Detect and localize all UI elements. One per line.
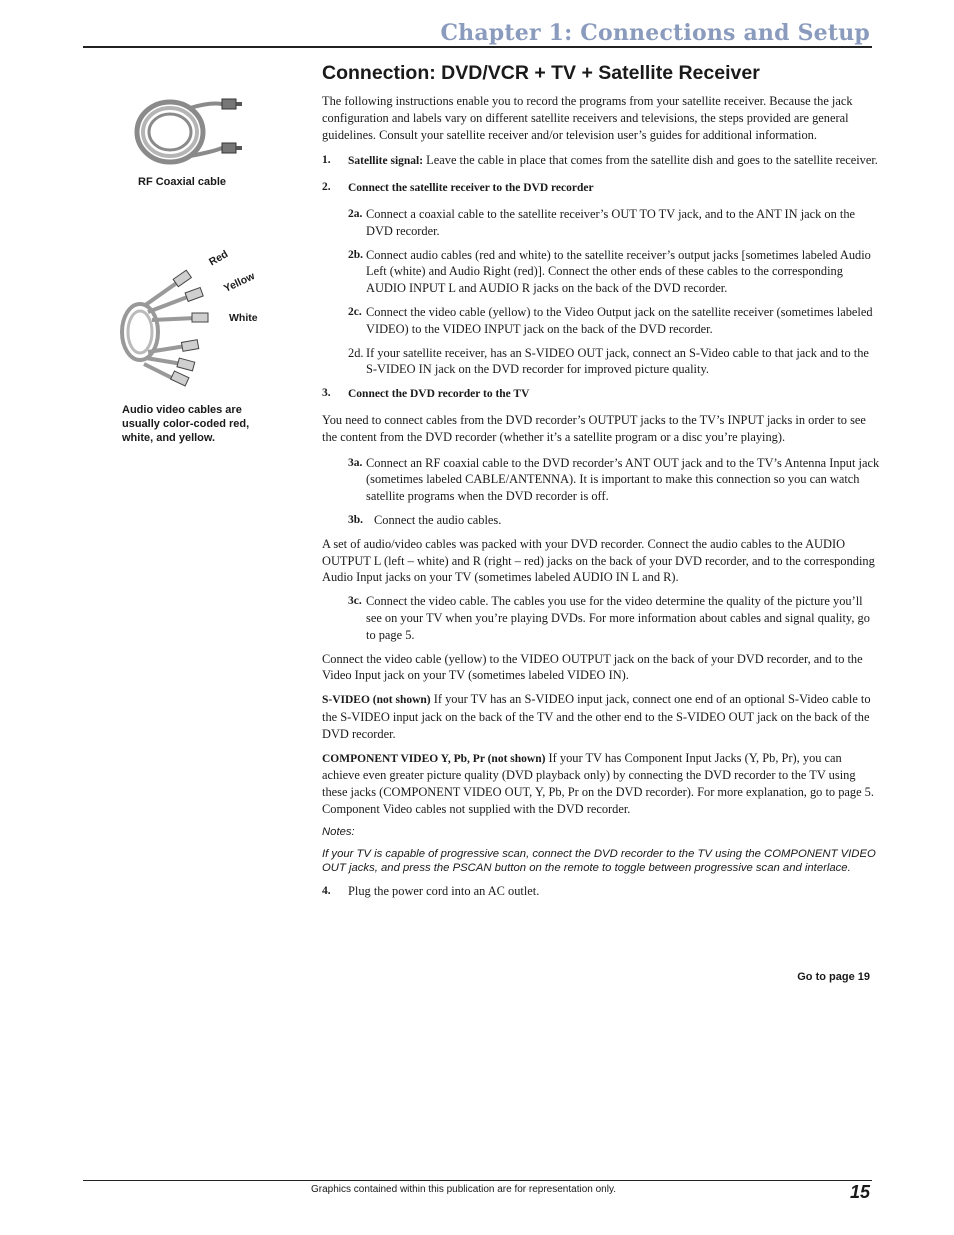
coax-cable-illustration [130, 96, 248, 168]
step-3b-detail: A set of audio/video cables was packed with your DVD recorder. Connect the audio cables to the AUDIO OUTPUT L (left – white) and R (right – red) jacks on the back of your DVD recorder, and to the corresponding Audio Input jacks on your TV (sometimes labeled AUDIO IN L and R). [322, 536, 875, 585]
step-3a [348, 455, 880, 505]
page-number: 15 [849, 1182, 870, 1202]
substep-number: 3c. [348, 595, 362, 608]
step-3 [322, 385, 880, 403]
substep-number: 3b. [348, 513, 364, 526]
substep-text: Connect audio cables (red and white) to the satellite receiver’s output jacks [sometimes labeled Audio Left (white) and Audio Right (red)]. Connect the other ends of these cables to the corresponding AUDIO INPUT L and AUDIO R jacks on the back of the DVD recorder. [366, 247, 871, 296]
step-text: Plug the power cord into an AC outlet. [348, 883, 540, 898]
intro-paragraph: The following instructions enable you to record the programs from your satellite receiver. Because the jack configuration and labels vary on different satellite receivers and televisions, the steps provided are general guidelines. Consult your satellite receiver and/or television user’s guides for additional information. [322, 94, 853, 142]
substep-number: 2d. [348, 345, 364, 360]
av-caption: Audio video cables are usually color-coded red, white, and yellow. [122, 404, 250, 444]
step-number: 2. [322, 181, 331, 194]
substep-text: Connect an RF coaxial cable to the DVD recorder’s ANT OUT jack and to the TV’s Antenna Input jack (sometimes labeled CABLE/ANTENNA). It is important to make this connection so you can watch satellite programs when the DVD recorder is off. [366, 455, 880, 504]
header-rule [83, 46, 872, 48]
step-2 [322, 179, 880, 197]
step-number: 3. [322, 387, 331, 400]
notes-text: If your TV is capable of progressive scan, connect the DVD recorder to the TV using the COMPONENT VIDEO OUT jacks, and press the PSCAN button on the remote to toggle between progressive scan and interlace. [322, 847, 876, 874]
svideo-label: S-VIDEO (not shown) [322, 694, 431, 707]
step-2b [348, 247, 880, 297]
substep-number: 3a. [348, 456, 363, 469]
step-3c-detail: Connect the video cable (yellow) to the VIDEO OUTPUT jack on the back of your DVD recorder, and to the Video Input jack on your TV (sometimes labeled VIDEO IN). [322, 651, 863, 683]
section-title: Connection: DVD/VCR + TV + Satellite Receiver [322, 62, 760, 84]
substep-text: Connect the video cable. The cables you use for the video determine the quality of the picture you’ll see on your TV when you’re playing DVDs. For more information about cables and signal quality, go to page 5. [366, 594, 870, 642]
substep-text: Connect the video cable (yellow) to the Video Output jack on the satellite receiver (sometimes labeled VIDEO) to the VIDEO INPUT jack on the back of the DVD recorder. [366, 304, 873, 336]
step-2c [348, 304, 880, 338]
red-cable-label: Red [207, 248, 231, 269]
step-heading: Connect the satellite receiver to the DVD recorder [348, 182, 594, 195]
footer-note: Graphics contained within this publication are for representation only. [311, 1184, 616, 1195]
component-label: COMPONENT VIDEO Y, Pb, Pr (not shown) [322, 752, 546, 765]
svideo-text: If your TV has an S-VIDEO input jack, connect one end of an optional S-Video cable to the S-VIDEO input jack on the back of the TV and the other end to the S-VIDEO OUT jack on the back of the DVD recorder. [322, 692, 871, 741]
footer-rule [83, 1180, 872, 1181]
step-number: 4. [322, 884, 331, 897]
notes-label: Notes: [322, 825, 355, 838]
step-heading: Connect the DVD recorder to the TV [348, 388, 530, 401]
substep-text: Connect the audio cables. [374, 512, 502, 527]
step-label: Satellite signal: [348, 155, 424, 168]
coax-caption: RF Coaxial cable [138, 176, 227, 188]
instructions-body [322, 93, 880, 908]
svideo-paragraph [322, 691, 880, 742]
step-3-intro: You need to connect cables from the DVD recorder’s OUTPUT jacks to the TV’s INPUT jacks in order to see the content from the DVD recorder (whether it’s a satellite program or a disc you’re playing). [322, 412, 866, 444]
chapter-title: Chapter 1: Connections and Setup [440, 20, 870, 46]
yellow-cable-label: Yellow [222, 270, 257, 295]
step-2d [348, 345, 880, 379]
av-cables-illustration [118, 268, 228, 390]
component-paragraph [322, 750, 880, 818]
step-text: Leave the cable in place that comes from the satellite dish and goes to the satellite receiver. [423, 153, 878, 168]
step-1 [322, 152, 880, 170]
substep-number: 2a. [348, 207, 363, 220]
step-3b [348, 512, 880, 529]
substep-text: If your satellite receiver, has an S-VIDEO OUT jack, connect an S-Video cable to that jack and to the S-VIDEO IN jack on the DVD recorder for improved picture quality. [366, 345, 869, 377]
step-3c [348, 593, 880, 643]
substep-text: Connect a coaxial cable to the satellite receiver’s OUT TO TV jack, and to the ANT IN jack on the DVD recorder. [366, 206, 856, 238]
substep-number: 2b. [348, 248, 364, 261]
white-cable-label: White [229, 312, 258, 324]
substep-number: 2c. [348, 305, 362, 318]
step-2a [348, 206, 880, 240]
component-text: If your TV has Component Input Jacks (Y, Pb, Pr), you can achieve even greater picture quality (DVD playback only) by connecting the DVD recorder to the TV using these jacks (COMPONENT VIDEO OUT, Y, Pb, Pr on the DVD recorder). For more explanation, go to page 5. Component Video cables not supplied with the DVD recorder. [322, 750, 874, 816]
step-4 [322, 883, 880, 900]
step-number: 1. [322, 154, 331, 167]
goto-page-link[interactable]: Go to page 19 [797, 971, 870, 983]
